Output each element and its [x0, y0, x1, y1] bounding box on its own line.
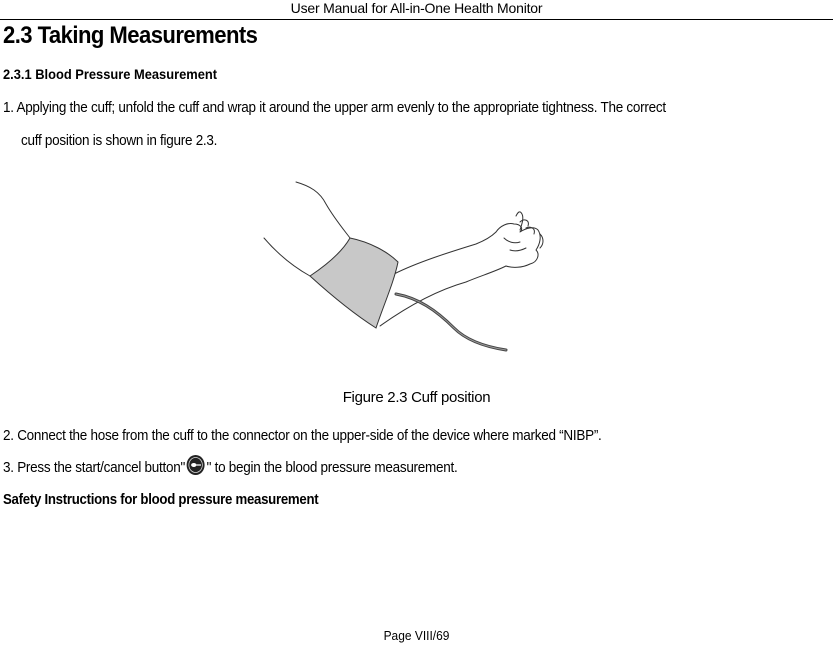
step-2: 2. Connect the hose from the cuff to the connector on the upper-side of the device where marked “NIBP”.: [3, 427, 602, 444]
step-3: [3, 459, 457, 476]
figure-caption: Figure 2.3 Cuff position: [342, 389, 491, 406]
step-1-line-1: 1. Applying the cuff; unfold the cuff and wrap it around the upper arm evenly to the appropriate tightness. The correct: [3, 99, 666, 116]
header-title: User Manual for All-in-One Health Monitor: [290, 0, 543, 16]
start-cancel-button-icon: [186, 454, 206, 476]
step-3-text-before: 3. Press the start/cancel button": [3, 459, 185, 476]
cuff-position-figure: [258, 178, 558, 356]
subsection-heading: 2.3.1 Blood Pressure Measurement: [3, 66, 218, 82]
cuff-arm-illustration: [258, 178, 558, 356]
step-3-text-after: " to begin the blood pressure measurement.: [206, 459, 458, 476]
safety-heading: Safety Instructions for blood pressure measurement: [3, 491, 319, 508]
page-header: [0, 0, 833, 20]
section-heading: 2.3 Taking Measurements: [3, 22, 258, 49]
page-number: Page VIII/69: [383, 628, 450, 643]
step-1-line-2: cuff position is shown in figure 2.3.: [21, 132, 218, 149]
